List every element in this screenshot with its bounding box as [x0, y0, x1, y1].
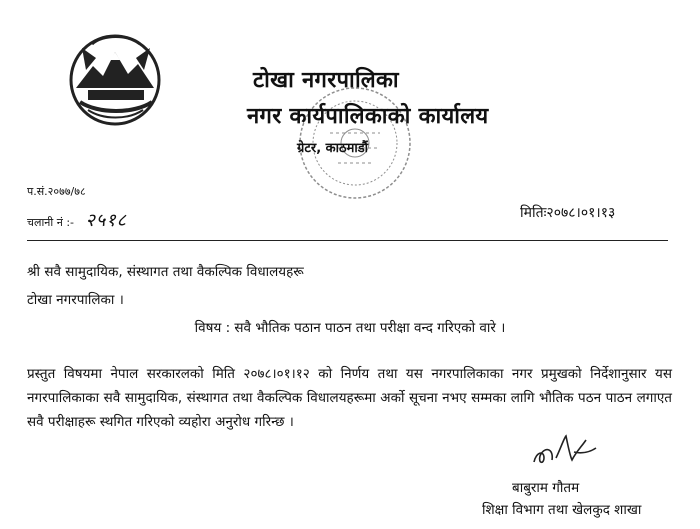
dispatch-number — [27, 208, 127, 232]
nepal-emblem-icon — [58, 30, 173, 128]
signatory-name: बाबुराम गौतम — [512, 480, 580, 496]
reference-number: प.सं.२०७७/७८ — [27, 185, 86, 198]
recipient-line-1: श्री सवै सामुदायिक, संस्थागत तथा वैकल्पिक विधालयहरू — [27, 264, 304, 280]
org-place: ग्रेटर, काठमाडौं — [297, 141, 369, 156]
letter-date: मितिः२०७८।०१।१३ — [520, 205, 616, 221]
recipient-line-2: टोखा नगरपालिका । — [27, 292, 124, 308]
header-divider — [27, 240, 668, 241]
letter-subject: विषय : सवै भौतिक पठान पाठन तथा परीक्षा वन्द गरिएको वारे । — [194, 320, 506, 336]
letter-body: प्रस्तुत विषयमा नेपाल सरकारलको मिति २०७८।०१।१२ को निर्णय तथा यस नगरपालिकाका नगर प्रमुखको निर्देशानुसार यस नगरपालिकाका सवै सामुदायिक, संस्थागत तथा वैकल्पिक विधालयहरूमा अर्को सूचना नभए सम्मका लागि भौतिक पठन पाठन लगाएत सवै परीक्षाहरू स्थगित गरिएको व्यहोरा अनुरोध गरिन्छ । — [27, 366, 672, 430]
signatory-department: शिक्षा विभाग तथा खेलकुद शाखा — [482, 502, 642, 518]
org-office-title: नगर कार्यपालिकाको कार्यालय — [247, 104, 489, 129]
dispatch-value: २५१८ — [85, 210, 127, 231]
org-title: टोखा नगरपालिका — [253, 68, 399, 93]
handwritten-signature-icon — [530, 432, 600, 472]
dispatch-label: चलानी नं :- — [27, 216, 75, 229]
